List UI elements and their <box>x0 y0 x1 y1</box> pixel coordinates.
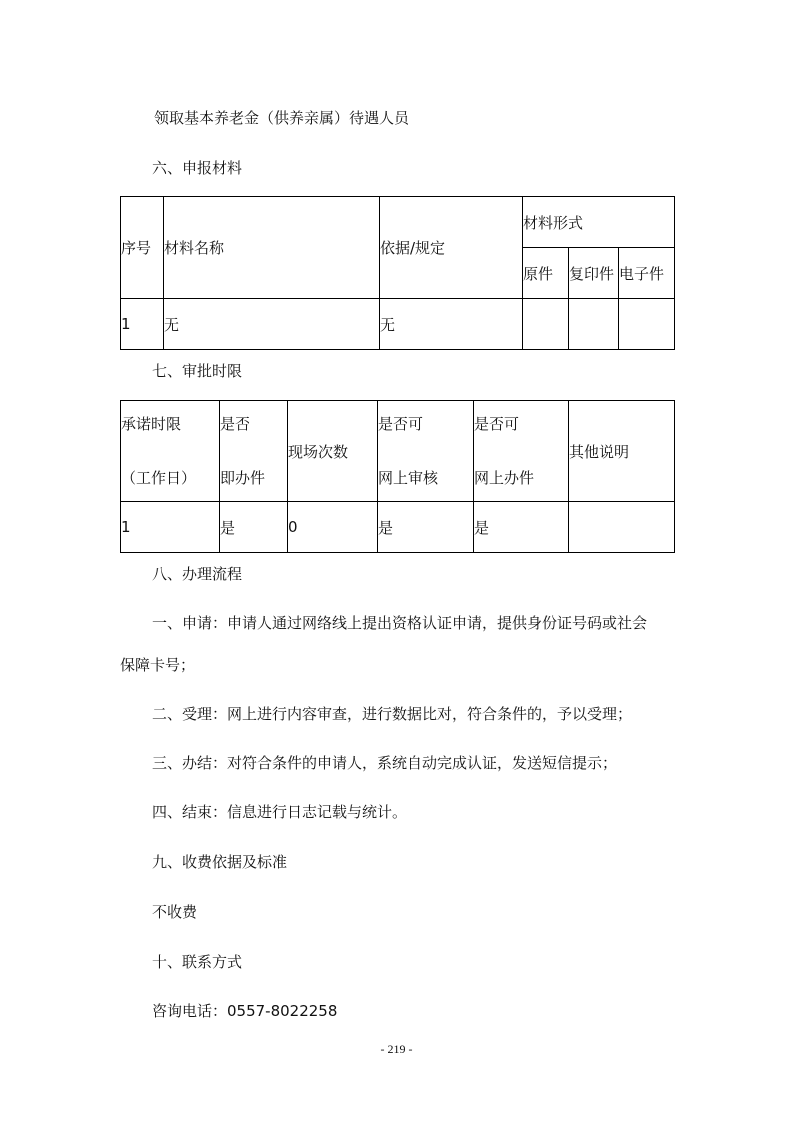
intro-line: 领取基本养老金（供养亲属）待遇人员 <box>154 109 410 127</box>
section9-heading: 九、收费依据及标准 <box>152 853 288 871</box>
step4: 四、结束：信息进行日志记载与统计。 <box>152 803 408 821</box>
fee-content: 不收费 <box>152 903 198 921</box>
header-online-handle-line2: 网上办件 <box>474 469 535 487</box>
step3: 三、办结：对符合条件的申请人，系统自动完成认证，发送短信提示； <box>152 754 618 772</box>
cell-original <box>523 299 569 350</box>
header-online-handle-line1: 是否可 <box>474 415 520 433</box>
section6-heading: 六、申报材料 <box>152 159 243 177</box>
step1-line1: 一、申请：申请人通过网络线上提出资格认证申请，提供身份证号码或社会 <box>152 614 648 632</box>
cell-electronic <box>619 299 675 350</box>
header-electronic: 电子件 <box>619 248 675 299</box>
cell-promise-days: 1 <box>121 502 220 553</box>
header-promise-line2: （工作日） <box>121 469 197 487</box>
header-online-review <box>378 401 474 502</box>
page-number: - 219 - <box>380 1042 413 1056</box>
table-row <box>121 502 675 553</box>
header-no: 序号 <box>121 197 164 299</box>
header-visits: 现场次数 <box>288 401 378 502</box>
table-row <box>121 299 675 350</box>
header-promise-days <box>121 401 220 502</box>
cell-online-handle: 是 <box>474 502 569 553</box>
header-material-name: 材料名称 <box>164 197 380 299</box>
cell-visits: 0 <box>288 502 378 553</box>
section7-heading: 七、审批时限 <box>152 362 243 380</box>
cell-copy <box>569 299 619 350</box>
header-online-handle <box>474 401 569 502</box>
header-instant-line1: 是否 <box>220 415 251 433</box>
cell-material-name: 无 <box>164 299 380 350</box>
header-instant-line2: 即办件 <box>220 469 266 487</box>
cell-online-review: 是 <box>378 502 474 553</box>
header-other: 其他说明 <box>569 401 675 502</box>
cell-instant: 是 <box>220 502 288 553</box>
header-basis: 依据/规定 <box>380 197 523 299</box>
cell-basis: 无 <box>380 299 523 350</box>
header-copy: 复印件 <box>569 248 619 299</box>
section8-heading: 八、办理流程 <box>152 565 243 583</box>
step2: 二、受理：网上进行内容审查，进行数据比对，符合条件的，予以受理； <box>152 705 633 723</box>
header-promise-line1: 承诺时限 <box>121 415 182 433</box>
contact-phone: 咨询电话：0557-8022258 <box>152 1002 338 1020</box>
cell-other <box>569 502 675 553</box>
materials-table <box>120 196 675 350</box>
header-instant <box>220 401 288 502</box>
header-online-review-line1: 是否可 <box>378 415 424 433</box>
step1-line2: 保障卡号； <box>120 656 196 674</box>
section10-heading: 十、联系方式 <box>152 953 243 971</box>
time-limit-table <box>120 400 675 553</box>
header-material-form: 材料形式 <box>523 197 675 248</box>
cell-no: 1 <box>121 299 164 350</box>
header-original: 原件 <box>523 248 569 299</box>
header-online-review-line2: 网上审核 <box>378 469 439 487</box>
